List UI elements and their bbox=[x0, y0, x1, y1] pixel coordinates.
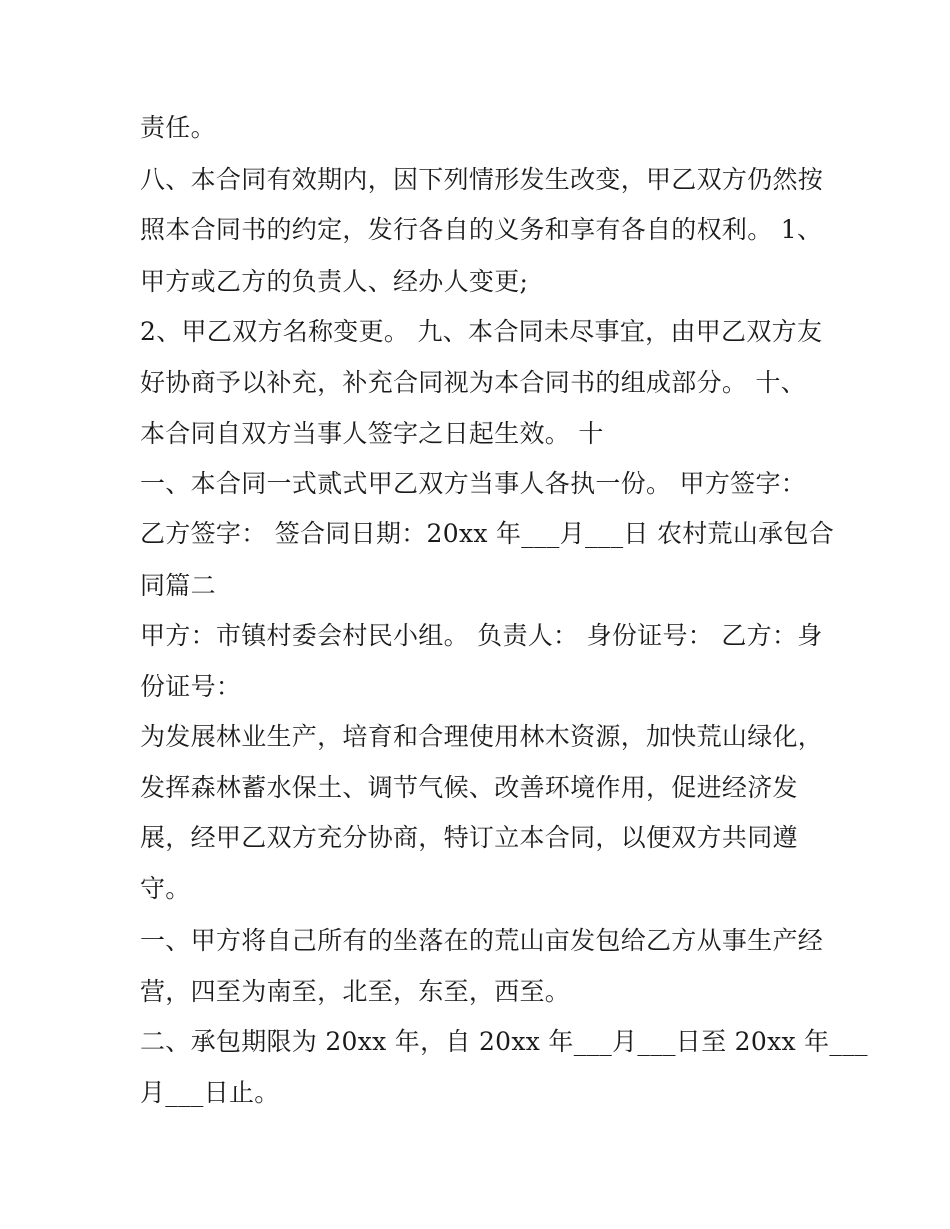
text-line: 月___日止。 bbox=[140, 1078, 280, 1107]
text-line: 2、甲乙双方名称变更。 九、本合同未尽事宜，由甲乙双方友 bbox=[140, 317, 823, 346]
text-line: 乙方签字： 签合同日期：20xx 年___月___日 农村荒山承包合 bbox=[140, 519, 835, 548]
text-line: 展，经甲乙双方充分协商，特订立本合同，以便双方共同遵 bbox=[140, 823, 798, 852]
text-line: 发挥森林蓄水保土、调节气候、改善环境作用，促进经济发 bbox=[140, 773, 798, 802]
text-line: 二、承包期限为 20xx 年，自 20xx 年___月___日至 20xx 年___ bbox=[140, 1027, 868, 1056]
text-line: 同篇二 bbox=[140, 571, 216, 600]
text-line: 守。 bbox=[140, 874, 191, 903]
text-line: 甲方或乙方的负责人、经办人变更; bbox=[140, 267, 529, 296]
text-line: 营，四至为南至，北至，东至，西至。 bbox=[140, 977, 571, 1006]
text-line: 责任。 bbox=[140, 113, 216, 142]
text-line: 八、本合同有效期内，因下列情形发生改变，甲乙双方仍然按 bbox=[140, 165, 824, 194]
text-line: 甲方：市镇村委会村民小组。 负责人： 身份证号： 乙方：身 bbox=[140, 621, 823, 650]
text-line: 好协商予以补充，补充合同视为本合同书的组成部分。 十、 bbox=[140, 368, 807, 397]
text-line: 照本合同书的约定，发行各自的义务和享有各自的权利。 1、 bbox=[140, 215, 823, 244]
text-line: 一、本合同一式贰式甲乙双方当事人各执一份。 甲方签字： bbox=[140, 469, 807, 498]
text-line: 本合同自双方当事人签字之日起生效。 十 bbox=[140, 419, 604, 448]
text-line: 为发展林业生产，培育和合理使用林木资源，加快荒山绿化， bbox=[140, 722, 824, 751]
text-line: 一、甲方将自己所有的坐落在的荒山亩发包给乙方从事生产经 bbox=[140, 926, 824, 955]
text-line: 份证号： bbox=[140, 672, 242, 701]
